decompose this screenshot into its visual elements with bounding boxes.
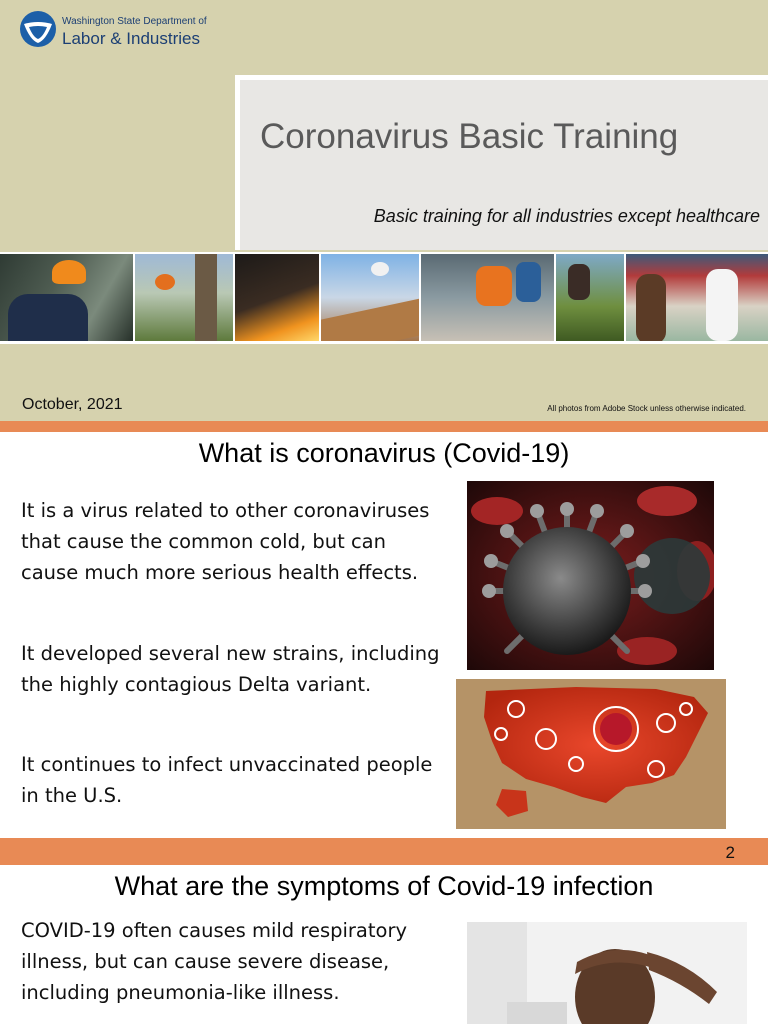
slide3-title: What are the symptoms of Covid-19 infection <box>114 871 654 901</box>
photo-fish-processing <box>421 254 556 341</box>
slide2-paragraph-2: It developed several new strains, including the highly contagious Delta variant. <box>21 642 440 696</box>
photo-logger <box>135 254 235 341</box>
slide2-paragraph-1: It is a virus related to other coronaviruses that cause the common cold, but can cause much more serious health effects. <box>21 499 430 584</box>
photo-worker-hardhat <box>0 254 135 341</box>
presentation-title: Coronavirus Basic Training <box>260 117 679 156</box>
lni-logo <box>19 10 219 50</box>
slide2-title: What is coronavirus (Covid-19) <box>198 438 570 468</box>
photo-welder <box>235 254 321 341</box>
slide2-footer-bar <box>0 838 768 865</box>
coronavirus-image <box>467 481 714 670</box>
slide3-paragraph-1: COVID-19 often causes mild respiratory illness, but can cause severe disease, including pneumonia-like illness. <box>21 919 408 1004</box>
photo-credit: All photos from Adobe Stock unless otherwise indicated. <box>547 404 746 413</box>
slide-divider <box>0 421 768 432</box>
logo-department-line: Washington State Department of <box>62 16 207 27</box>
sick-person-image <box>467 922 747 1024</box>
title-slide <box>0 0 768 421</box>
presentation-date: October, 2021 <box>22 396 123 413</box>
photo-construction <box>321 254 421 341</box>
logo-agency-name: Labor & Industries <box>62 29 200 48</box>
presentation-subtitle: Basic training for all industries except healthcare <box>373 206 760 226</box>
slide-number: 2 <box>725 843 735 862</box>
us-covid-map-image <box>456 679 726 829</box>
slide2-paragraph-3: It continues to infect unvaccinated people in the U.S. <box>21 753 433 807</box>
title-box <box>235 75 768 250</box>
photo-retail-worker <box>626 254 768 341</box>
lni-logo-icon <box>19 10 57 48</box>
photo-farm-worker <box>556 254 626 341</box>
worker-photo-strip <box>0 252 768 344</box>
